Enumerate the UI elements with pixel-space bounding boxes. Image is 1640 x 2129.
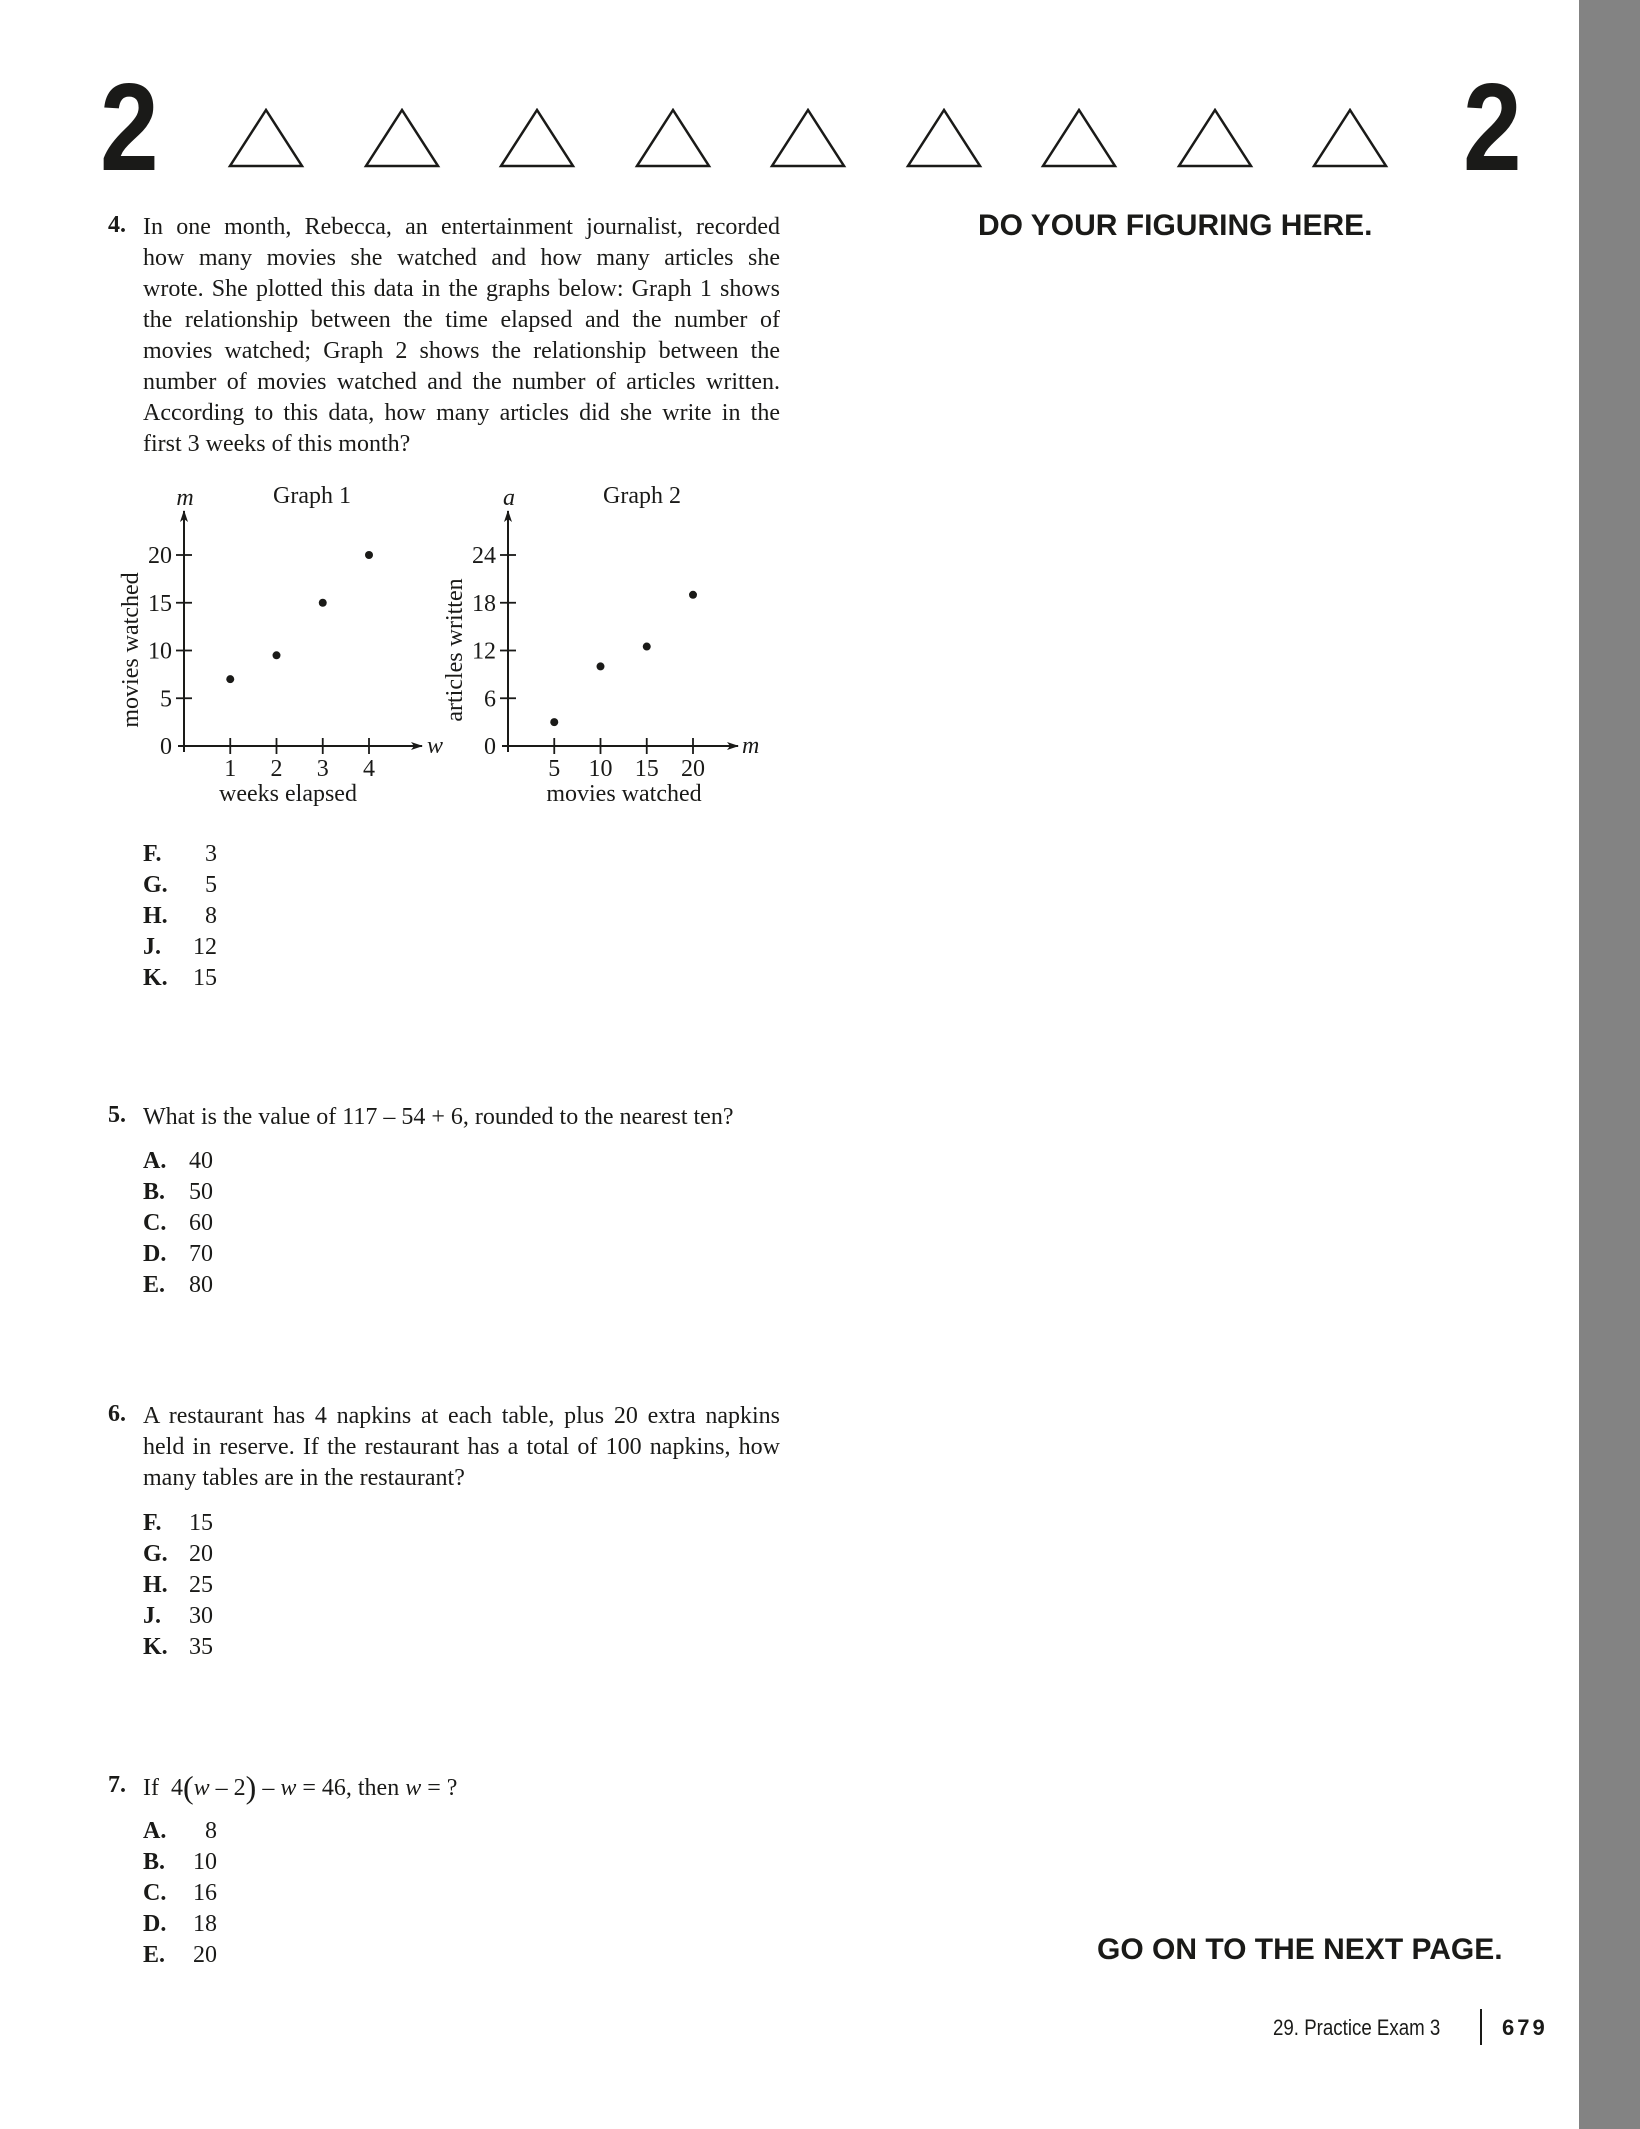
equation xyxy=(170,1769,458,1805)
choice-letter: D. xyxy=(143,1911,167,1937)
eq-paren: ( xyxy=(182,1769,194,1805)
axes xyxy=(500,511,738,754)
question-number: 4. xyxy=(108,212,126,238)
choice-value: 8 xyxy=(205,1818,217,1844)
answer-choice-e[interactable] xyxy=(143,1270,217,1301)
answer-choice-b[interactable] xyxy=(143,1847,217,1878)
choice-letter: G. xyxy=(143,872,168,898)
choice-value: 70 xyxy=(189,1241,213,1267)
page-edge-tab xyxy=(1579,0,1640,2129)
x-tick-label: 3 xyxy=(316,756,329,782)
y-tick-label: 0 xyxy=(160,734,172,760)
eq-var: w xyxy=(405,1775,422,1801)
choice-value: 30 xyxy=(189,1603,213,1629)
triangle-icon xyxy=(1310,108,1390,172)
answer-choice-k[interactable] xyxy=(143,963,217,994)
answer-choice-g[interactable] xyxy=(143,870,217,901)
answer-choice-h[interactable] xyxy=(143,901,217,932)
choice-value: 80 xyxy=(189,1272,213,1298)
x-tick-labels xyxy=(224,756,375,782)
page-number: 679 xyxy=(1502,2015,1548,2040)
choice-value: 12 xyxy=(193,934,217,960)
y-tick-label: 5 xyxy=(160,686,172,713)
triangle-icon xyxy=(1039,108,1119,172)
eq-var: w xyxy=(280,1775,297,1801)
choice-letter: J. xyxy=(143,934,161,960)
data-point xyxy=(226,675,234,683)
answer-choices xyxy=(143,839,217,994)
x-tick-label: 15 xyxy=(634,756,659,782)
next-page-note: GO ON TO THE NEXT PAGE. xyxy=(1097,1933,1503,1966)
answer-choice-c[interactable] xyxy=(143,1208,217,1239)
choice-letter: J. xyxy=(143,1603,161,1629)
y-tick-label: 24 xyxy=(472,543,496,569)
question-text xyxy=(143,1401,780,1494)
x-var-label: w xyxy=(427,733,444,759)
y-var-label: a xyxy=(503,485,515,511)
choice-letter: D. xyxy=(143,1241,167,1267)
section-number-right: 2 xyxy=(1463,59,1520,197)
graphs-figure xyxy=(0,0,820,820)
choice-value: 20 xyxy=(189,1541,213,1567)
answer-choice-j[interactable] xyxy=(143,932,217,963)
choice-value: 3 xyxy=(205,841,217,867)
x-axis-title: weeks elapsed xyxy=(219,781,357,807)
answer-choices xyxy=(143,1508,217,1663)
choice-value: 15 xyxy=(189,1510,213,1536)
choice-value: 5 xyxy=(205,872,217,898)
data-point xyxy=(597,662,605,670)
question-number: 5. xyxy=(108,1102,126,1128)
data-points xyxy=(226,551,373,683)
eq-paren: ) xyxy=(245,1769,257,1805)
question-line: A restaurant has 4 napkins at each table, plus 20 extra napkins xyxy=(143,1403,780,1429)
choice-letter: K. xyxy=(143,1634,168,1660)
y-tick-label: 12 xyxy=(472,638,496,665)
x-axis-title: movies watched xyxy=(546,781,702,807)
question-line: According to this data, how many articles did she write in the xyxy=(143,400,780,426)
choice-value: 50 xyxy=(189,1179,213,1205)
question-number: 7. xyxy=(108,1772,126,1798)
eq-var: w xyxy=(193,1775,210,1801)
x-tick-labels xyxy=(548,756,705,782)
question-line: held in reserve. If the restaurant has a total of 100 napkins, how xyxy=(143,1434,780,1460)
answer-choice-f[interactable] xyxy=(143,1508,217,1539)
question-line: the relationship between the time elapsed and the number of xyxy=(143,307,780,333)
answer-choice-j[interactable] xyxy=(143,1601,217,1632)
choice-value: 16 xyxy=(193,1880,217,1906)
x-tick-label: 5 xyxy=(548,756,561,782)
x-tick-label: 2 xyxy=(270,756,283,782)
triangle-icon xyxy=(904,108,984,172)
y-tick-label: 18 xyxy=(472,590,496,617)
question-prefix: If xyxy=(143,1775,159,1801)
y-axis-title: articles written xyxy=(442,578,468,722)
answer-choice-a[interactable] xyxy=(143,1146,217,1177)
y-tick-labels xyxy=(148,543,172,760)
y-tick-label: 15 xyxy=(148,590,172,617)
y-tick-label: 0 xyxy=(484,734,496,760)
choice-value: 10 xyxy=(193,1849,217,1875)
answer-choices xyxy=(143,1146,217,1301)
choice-value: 18 xyxy=(193,1911,217,1937)
data-point xyxy=(319,599,327,607)
choice-letter: B. xyxy=(143,1849,166,1875)
answer-choice-f[interactable] xyxy=(143,839,217,870)
question-line: wrote. She plotted this data in the graphs below: Graph 1 shows xyxy=(143,276,780,302)
answer-choice-g[interactable] xyxy=(143,1539,217,1570)
x-tick-label: 20 xyxy=(681,756,705,782)
graph-2 xyxy=(442,483,759,807)
eq-term: 4 xyxy=(170,1775,183,1801)
question-line: movies watched; Graph 2 shows the relationship between the xyxy=(143,338,780,364)
y-var-label: m xyxy=(176,485,194,511)
eq-term: – xyxy=(256,1775,281,1801)
data-point xyxy=(273,651,281,659)
answer-choice-c[interactable] xyxy=(143,1878,217,1909)
chart-title: Graph 1 xyxy=(273,483,351,509)
footer-divider xyxy=(1480,2009,1482,2045)
choice-letter: H. xyxy=(143,903,168,929)
choice-letter: F. xyxy=(143,1510,162,1536)
choice-letter: F. xyxy=(143,841,162,867)
eq-term: = 46 xyxy=(296,1775,346,1801)
y-axis-title: movies watched xyxy=(118,572,144,728)
choice-letter: E. xyxy=(143,1272,166,1298)
axes xyxy=(176,511,422,754)
choice-letter: E. xyxy=(143,1942,166,1968)
choice-letter: A. xyxy=(143,1148,167,1174)
chart-title: Graph 2 xyxy=(603,483,681,509)
x-tick-label: 4 xyxy=(363,756,375,782)
choice-letter: H. xyxy=(143,1572,168,1598)
question-line: first 3 weeks of this month? xyxy=(143,431,411,457)
answer-choice-b[interactable] xyxy=(143,1177,217,1208)
section-number-left: 2 xyxy=(100,59,157,197)
choice-letter: C. xyxy=(143,1880,167,1906)
choice-letter: G. xyxy=(143,1541,168,1567)
footer-chapter: 29. Practice Exam 3 xyxy=(1273,2015,1441,2040)
eq-term: = ? xyxy=(421,1775,458,1801)
question-line: many tables are in the restaurant? xyxy=(143,1465,465,1491)
question-text xyxy=(143,1769,780,1805)
answer-choice-h[interactable] xyxy=(143,1570,217,1601)
question-line: What is the value of 117 – 54 + 6, rounded to the nearest ten? xyxy=(143,1104,734,1130)
question-line: number of movies watched and the number of articles written. xyxy=(143,369,780,395)
eq-term: – 2 xyxy=(209,1775,246,1801)
data-point xyxy=(550,718,558,726)
x-var-label: m xyxy=(742,733,760,759)
choice-value: 35 xyxy=(189,1634,213,1660)
answer-choice-k[interactable] xyxy=(143,1632,217,1663)
question-text xyxy=(143,1102,780,1133)
data-point xyxy=(643,643,651,651)
choice-value: 15 xyxy=(193,965,217,991)
question-number: 6. xyxy=(108,1401,126,1427)
choice-value: 25 xyxy=(189,1572,213,1598)
data-point xyxy=(365,551,373,559)
y-tick-label: 20 xyxy=(148,543,172,569)
answer-choice-d[interactable] xyxy=(143,1239,217,1270)
choice-value: 20 xyxy=(193,1942,217,1968)
choice-letter: B. xyxy=(143,1179,166,1205)
choice-letter: C. xyxy=(143,1210,167,1236)
answer-choice-d[interactable] xyxy=(143,1909,217,1940)
x-tick-label: 1 xyxy=(224,756,237,782)
question-line: how many movies she watched and how many articles she xyxy=(143,245,780,271)
choice-value: 60 xyxy=(189,1210,213,1236)
answer-choice-a[interactable] xyxy=(143,1816,217,1847)
y-tick-labels xyxy=(472,543,496,760)
graph-1 xyxy=(118,483,443,807)
question-line: In one month, Rebecca, an entertainment journalist, recorded xyxy=(143,214,780,240)
data-points xyxy=(550,591,697,726)
choice-letter: K. xyxy=(143,965,168,991)
y-tick-label: 10 xyxy=(148,638,172,665)
y-tick-label: 6 xyxy=(484,686,496,713)
eq-term: , then xyxy=(345,1775,406,1801)
triangle-icon xyxy=(1175,108,1255,172)
answer-choices xyxy=(143,1816,217,1971)
choice-value: 40 xyxy=(189,1148,213,1174)
x-tick-label: 10 xyxy=(588,756,613,782)
answer-choice-e[interactable] xyxy=(143,1940,217,1971)
choice-value: 8 xyxy=(205,903,217,929)
figuring-note: DO YOUR FIGURING HERE. xyxy=(978,209,1373,242)
data-point xyxy=(689,591,697,599)
choice-letter: A. xyxy=(143,1818,167,1844)
